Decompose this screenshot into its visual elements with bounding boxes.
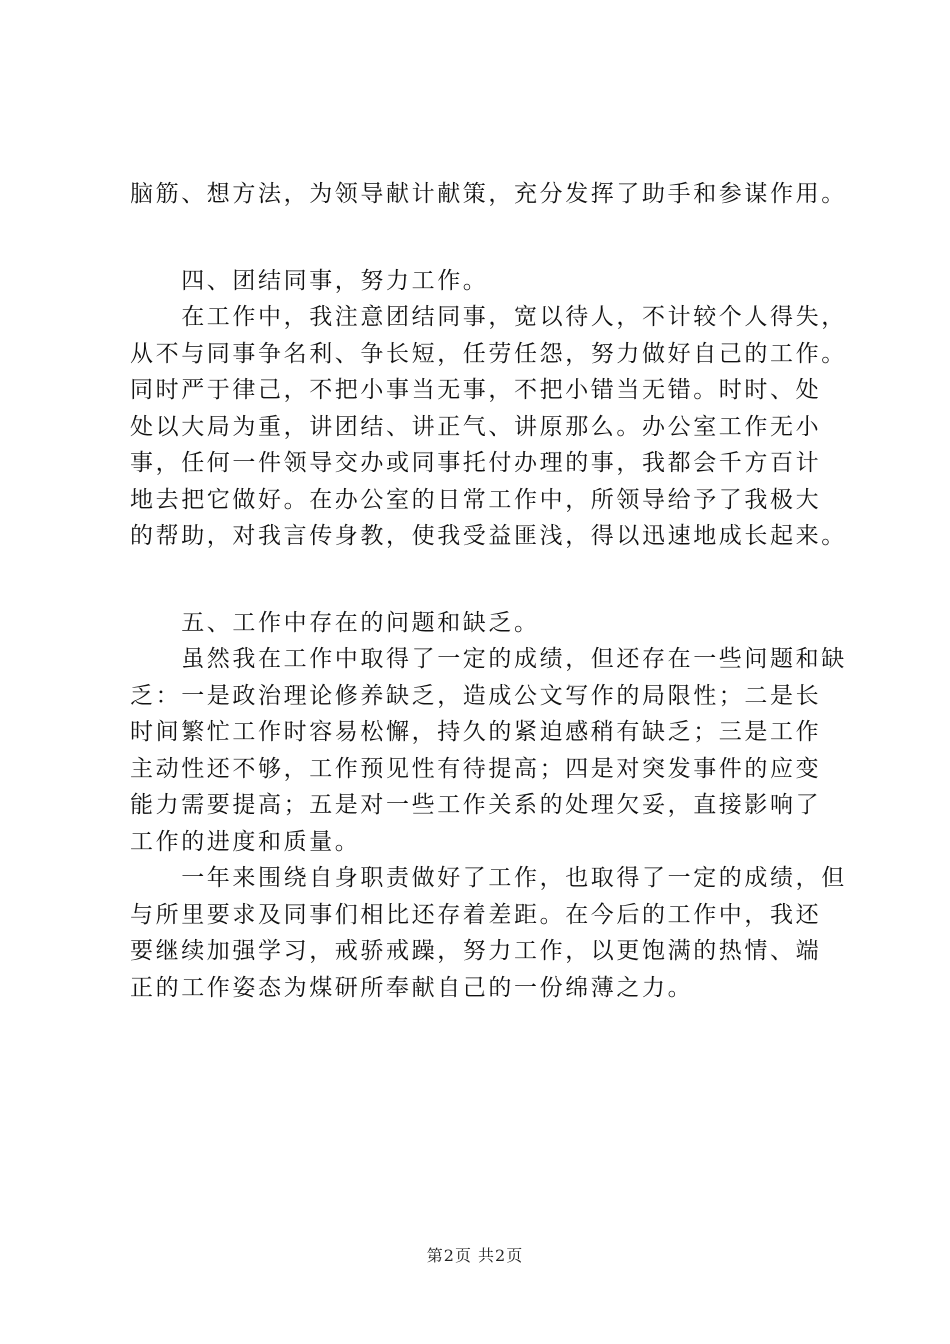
text-line: 地去把它做好。在办公室的日常工作中，所领导给予了我极大: [130, 486, 822, 513]
section-heading-5: 五、工作中存在的问题和缺乏。: [130, 609, 540, 636]
text-line: 乏：一是政治理论修养缺乏，造成公文写作的局限性；二是长: [130, 682, 822, 709]
paragraph-conclusion: [130, 860, 850, 1006]
paragraph-problems: [130, 641, 850, 860]
text-line: 的帮助，对我言传身教，使我受益匪浅，得以迅速地成长起来。: [130, 523, 847, 549]
text-line: 与所里要求及同事们相比还存着差距。在今后的工作中，我还: [130, 901, 822, 928]
text-line: 从不与同事争名利、争长短，任劳任怨，努力做好自己的工作。: [130, 340, 847, 367]
text-line: 脑筋、想方法，为领导献计献策，充分发挥了助手和参谋作用。: [130, 181, 847, 207]
text-line: 虽然我在工作中取得了一定的成绩，但还存在一些问题和缺: [130, 646, 847, 672]
text-line: 工作的进度和质量。: [130, 828, 361, 855]
text-line: 能力需要提高；五是对一些工作关系的处理欠妥，直接影响了: [130, 792, 822, 818]
paragraph-continuation: [130, 176, 850, 213]
page-number-footer: 第2页 共2页: [426, 1246, 524, 1265]
text-line: 处以大局为重，讲团结、讲正气、讲原那么。办公室工作无小: [130, 413, 822, 440]
text-line: 一年来围绕自身职责做好了工作，也取得了一定的成绩，但: [130, 865, 847, 891]
text-line: 同时严于律己，不把小事当无事，不把小错当无错。时时、处: [130, 377, 822, 403]
text-line: 时间繁忙工作时容易松懈，持久的紧迫感稍有缺乏；三是工作: [130, 719, 822, 745]
text-line: 要继续加强学习，戒骄戒躁，努力工作，以更饱满的热情、端: [130, 938, 822, 964]
text-line: 正的工作姿态为煤研所奉献自己的一份绵薄之力。: [130, 974, 694, 1001]
text-line: 主动性还不够，工作预见性有待提高；四是对突发事件的应变: [130, 755, 822, 782]
text-line: 事，任何一件领导交办或同事托付办理的事，我都会千方百计: [130, 450, 822, 476]
section-heading-4: 四、团结同事，努力工作。: [130, 267, 489, 294]
paragraph-teamwork: [130, 299, 850, 555]
text-line: 在工作中，我注意团结同事，宽以待人，不计较个人得失，: [130, 304, 847, 330]
document-body: [130, 176, 850, 1006]
